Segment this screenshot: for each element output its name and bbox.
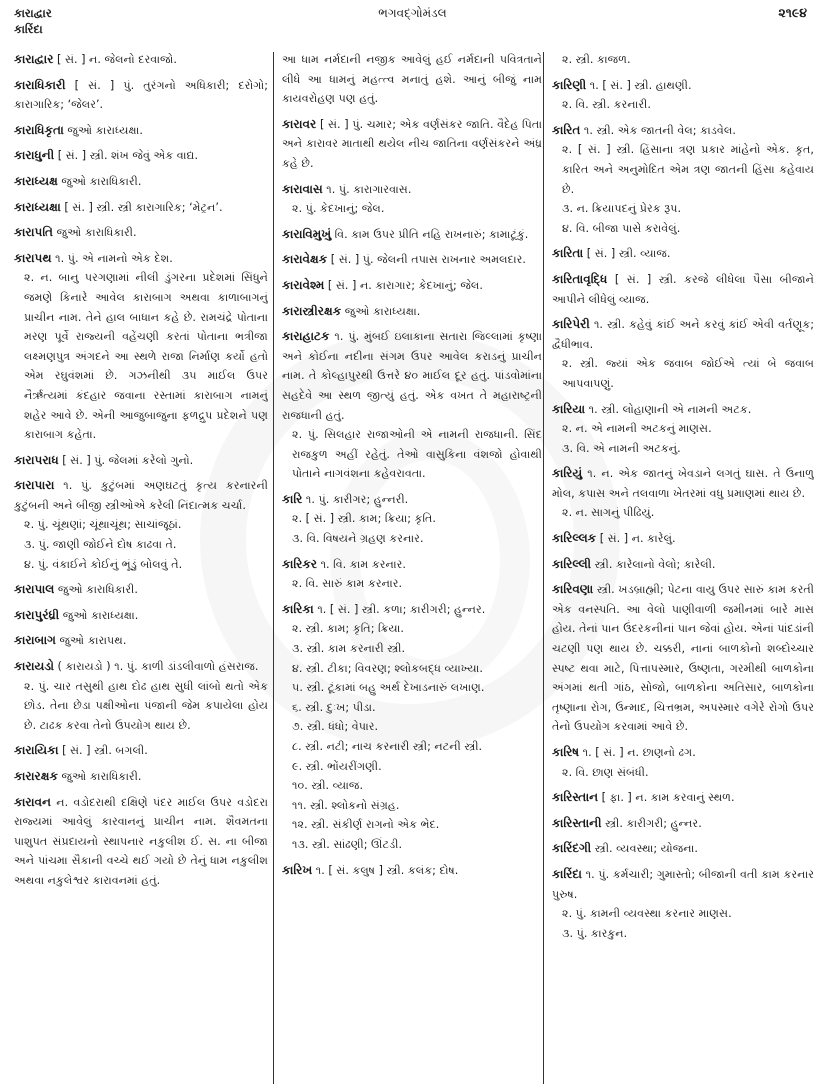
entry-sense: ૪. સ્ત્રી. ટીકા; વિવરણ; શ્લોકબદ્ધ વ્યાખ્યા. [292, 661, 483, 675]
entry-sense: ૪. વિ. બીજા પાસે કરાવેલું. [562, 221, 681, 235]
dictionary-entry [552, 121, 814, 239]
book-title: ભગવદ્ગોમંડલ [378, 6, 447, 20]
definition: ૧. પું. મુંબઈ ઇલાકાના સતારા જિલ્લામાં કૃષ્ણા અને કોઈના નદીના સંગમ ઉપર આવેલ કરાડનું પ્રાચીન નામ. તે કોલ્હાપુરથી ઉત્તરે ૪૦ માઈલ દૂર હતું. પાંડવોમાંના સહદેવે આ સ્થળ જીત્યું હતું. એક વખત તે મહારાષ્ટ્રની રાજધાની હતું. [282, 330, 542, 422]
headword: કારિયા [552, 401, 586, 416]
guide-word-last: કારિંદા [14, 22, 43, 36]
entry-sense: ૨. વિ. સારું કામ કરનાર. [292, 577, 403, 591]
entry-sense: ૨. પું. ચાર તસુથી હાથ દોઢ હાથ સુધી લાંબો થતો એક છોડ. તેના છેડા પક્ષીઓના પંજાની જેમ કપાયેલા હોય છે. ટાઢક કરવા તેનો ઉપયોગ થાય છે. [24, 679, 268, 732]
dictionary-entry [14, 657, 268, 735]
dictionary-entry [14, 793, 268, 891]
entry-sense: ૬. સ્ત્રી. દુઃખ; પીડા. [292, 700, 376, 714]
headword: કારિંદા [552, 866, 582, 881]
headword: કારાધ્યક્ષ [14, 173, 58, 188]
dictionary-entry [14, 606, 268, 626]
definition: [ સં. ] ન. કારેલું. [599, 532, 676, 546]
headword: કારિલ્લી [552, 556, 592, 571]
definition: ૧. પું. કુટુંબમાં અણઘટતું કૃત્ય કરનારની કુટુંબની અને બીજી સ્ત્રીઓએ કરેલી નિંદાત્મક ચર્ચા. [14, 479, 268, 512]
dictionary-entry [552, 315, 814, 393]
entry-sense: ૩. પું. કારકુન. [562, 926, 628, 940]
definition: [ સં. ] પું. ચમાર; એક વર્ણસંકર જાતિ. વૈદેહ પિતા અને કારાવર માતાથી થયેલ નીચ જાતિના વર્ણસંકરને અંધ્ર કહે છે. [282, 117, 542, 170]
dictionary-entry [14, 198, 268, 218]
dictionary-entry [552, 865, 814, 943]
dictionary-entry [282, 302, 542, 322]
entry-continuation [552, 50, 814, 70]
entry-sense: ૩. વિ. એ નામની અટકનું. [562, 441, 681, 455]
headword: કારિસ્તાન [552, 790, 599, 805]
definition: જુઓ કારાધિકારી. [57, 583, 138, 597]
definition: જુઓ કારાધિકારી. [61, 174, 142, 188]
dictionary-entry [552, 788, 814, 808]
entry-sense: ૨. સ્ત્રી. જ્યાં એક જવાબ જોઈએ ત્યાં બે જવાબ આપવાપણું. [562, 357, 814, 390]
entry-sense: ૧૨. સ્ત્રી. સંકીર્ણ રાગનો એક ભેદ. [292, 818, 440, 832]
entry-sense: ૨. [ સં. ] સ્ત્રી. કામ; ક્રિયા; કૃતિ. [292, 512, 436, 526]
dictionary-entry [552, 76, 814, 115]
entry-sense: ૨. ન. એ નામની અટકનું માણસ. [562, 422, 712, 436]
definition: ૧. પું. કર્મચારી; ગુમાસ્તો; બીજાની વતી કામ કરનાર પુરુષ. [552, 867, 814, 901]
definition: [ સં. ] ન. કારાગાર; કેદખાનું; જેલ. [327, 278, 483, 292]
column-1 [14, 50, 268, 1084]
entry-sense: ૨. સ્ત્રી. કામ; કૃતિ; ક્રિયા. [292, 622, 404, 636]
dictionary-entry [14, 146, 268, 166]
dictionary-entry [552, 400, 814, 459]
column-2 [282, 50, 542, 1084]
definition: સ્ત્રી. કારીગરી; હુન્નર. [605, 816, 702, 830]
dictionary-entry [14, 76, 268, 115]
dictionary-entry [552, 814, 814, 834]
dictionary-entry [552, 244, 814, 264]
dictionary-entry [14, 476, 268, 574]
entry-sense: ૮. સ્ત્રી. નટી; નાચ કરનારી સ્ત્રી; નટની સ્ત્રી. [292, 740, 483, 753]
dictionary-entry [282, 276, 542, 296]
entry-sense: ૨. ન. સાગનું પીઢિયું. [562, 506, 655, 520]
dictionary-entry [14, 451, 268, 471]
entry-sense: ૩. પું. જાણી જોઈને દોષ કાઢવા તે. [24, 538, 177, 552]
definition: ૧. [ સં. ] ન. છાણનો ઢગ. [582, 746, 696, 759]
headword: કારિવણા [552, 582, 594, 597]
dictionary-entry [14, 223, 268, 243]
headword: કારિખ [282, 862, 313, 877]
entry-sense: ૪. પું. વંકાઈને કોઈનું ભૂંડું બોલવું તે. [24, 557, 183, 571]
dictionary-entry [552, 529, 814, 549]
entry-sense: ૧૧. સ્ત્રી. શ્લોકનો સંગ્રહ. [292, 798, 400, 812]
entry-sense: ૭. સ્ત્રી. ધંધો; વેપાર. [292, 720, 379, 734]
entry-sense: ૨. ન. બાનુ પરગણામાં નીલી ડુંગરના પ્રદેશમાં સિંધુને જમણે કિનારે આવેલ કારાબાગ અથવા કાળાબાગનું પ્રાચીન નામ. તેને હાલ બાધાન કહે છે. રામચંદ્રે પોતાના મરણ પૂર્વે રાજ્યની વહેંચણી કરતાં પોતાના ભત્રીજા લક્ષ્મણપુત્ર અંગદને આ સ્થળે રાજા નિર્માણ કર્યો હતો એમ રઘુવંશમાં છે. ગઝનીથી ૩૫ માઈલ ઉપર નૈર્ઋત્યમાં કંદહાર જવાના રસ્તામાં કારાબાગ નામનું શહેર આવે છે. એની આજુબાજુના ફળદ્રુપ પ્રદેશને પણ કારાબાગ કહેતા. [24, 271, 268, 442]
dictionary-entry [552, 839, 814, 859]
headword: કારિલ્લક [552, 531, 597, 546]
entry-sense: ૧૦. સ્ત્રી. વ્યાજ. [292, 779, 364, 793]
headword: કારાપારા [14, 478, 55, 493]
definition: ૧. પું. કારીગર; હુન્નરી. [305, 492, 409, 506]
headword: કારિ [282, 491, 303, 506]
headword: કારાવેશ્મ [282, 277, 325, 292]
headword: કારાધુની [14, 148, 55, 163]
definition: [ સં. ] સ્ત્રી. કરજે લીધેલા પૈસા બીજાને આપીને લીધેલું વ્યાજ. [552, 272, 814, 306]
headword: કારાપુરંધ્રી [14, 607, 60, 622]
dictionary-entry [552, 464, 814, 523]
entry-sense: ૯. સ્ત્રી. ભોંયરીંગણી. [292, 759, 382, 773]
page-number: ૨૧૯૪ [778, 5, 807, 20]
dictionary-entry [14, 580, 268, 600]
definition: ( કારાયડો ) ૧. પું. કાળી ડાંડલીવાળો હંસરાજ. [57, 660, 259, 674]
dictionary-entry [282, 250, 542, 270]
dictionary-entry [552, 270, 814, 309]
headword: કારાયિકા [14, 743, 59, 758]
dictionary-columns [14, 50, 814, 1084]
dictionary-entry [282, 225, 542, 245]
definition: [ સં. ] પું. જેલની તપાસ રાખનાર અમલદાર. [330, 253, 526, 267]
headword: કારાવાસ [282, 181, 323, 196]
definition: ૧. [ સં. ] સ્ત્રી. કળા; કારીગરી; હુન્નર. [317, 602, 486, 616]
definition: ન. વડોદરાથી દક્ષિણે પંદર માઈલ ઉપર વડોદરા રાજ્યમાં આવેલું કારવાનનું પ્રાચીન નામ. શૈવમતના પાશુપત સંપ્રદાયનો સ્થાપનાર નકુલીશ ઈ. સ. ના બીજા અને પાંચમા સૈકાની વચ્ચે થઈ ગયો છે તેનું ધામ નકુલીશ અથવા નકુલેશ્વર કારાવનમાં હતું. [14, 795, 268, 887]
entry-sense: ૧૩. સ્ત્રી. સાંઢણી; ઊંટડી. [292, 837, 402, 851]
headword: કારાધિકારી [14, 77, 66, 92]
page-header [0, 0, 825, 48]
entry-sense: ૨. વિ. છાણ સંબંધી. [562, 765, 649, 779]
dictionary-entry [282, 327, 542, 484]
definition: જુઓ કારાધિકારી. [61, 770, 142, 783]
dictionary-entry [14, 50, 268, 70]
definition: ૧. વિ. કામ કરનાર. [320, 557, 406, 571]
headword: કારિસ્તાની [552, 815, 602, 830]
entry-sense: ૩. વિ. વિષયને ગ્રહણ કરનાર. [292, 532, 424, 546]
headword: કારાધિકૃતા [14, 122, 64, 137]
definition: જુઓ કારાધ્યક્ષા. [62, 608, 139, 622]
dictionary-entry [14, 767, 268, 787]
entry-sense: ૨. વિ. સ્ત્રી. કરનારી. [562, 98, 651, 112]
guide-word-first: કારાદ્વાર [14, 6, 52, 20]
headword: કારિતા [552, 246, 584, 261]
dictionary-entry [552, 743, 814, 782]
headword: કારાપરાધ [14, 452, 59, 467]
dictionary-entry [552, 555, 814, 575]
headword: કારારક્ષક [14, 769, 58, 783]
entry-sense: ૩. સ્ત્રી. કામ કરનારી સ્ત્રી. [292, 642, 406, 656]
headword: કારાપથ [14, 250, 52, 265]
definition: ૧. સ્ત્રી. લોહાણાની એ નામની અટક. [588, 402, 752, 416]
definition: [ સં. ] પું. તુરંગનો અધિકારી; દરોગો; કારાગારિક; ‘જેલર’. [14, 78, 268, 112]
dictionary-entry [282, 861, 542, 881]
dictionary-entry [14, 172, 268, 192]
headword: કારિંદગી [552, 841, 592, 856]
entry-sense: ૨. સ્ત્રી. કાજળ. [562, 53, 631, 66]
dictionary-entry [282, 555, 542, 594]
headword: કારાબાગ [14, 633, 56, 648]
headword: કારિયું [552, 466, 583, 481]
headword: કારાહાટક [282, 329, 330, 344]
headword: કારાપાલ [14, 582, 55, 597]
definition: [ સં. ] સ્ત્રી. વ્યાજ. [586, 247, 671, 261]
entry-sense: ૨. પું. સિલહાર રાજાઓની એ નામની રાજધાની. સિંદ રાજકુળ અહીં રહેતું. તેઓ વાસુકિના વંશજો હોવાથી પોતાને નાગવંશના કહેવરાવતા. [292, 428, 542, 481]
entry-sense: ૨. પું. કામની વ્યવસ્થા કરનાર માણસ. [562, 907, 732, 921]
definition: સ્ત્રી. ખડબ્રાહ્મી; પેટના વાયુ ઉપર સારું કામ કરતી એક વનસ્પતિ. આ વેલો પાણીવાળી જમીનમાં બારે માસ હોય. તેનાં પાન ઉંદરકનીનાં પાન જેવાં હોય. એનાં પાંદડાંની ચટણી પણ થાય છે. ચક્કરી, નાનાં બાળકોનો શબ્દોચ્ચાર સ્પષ્ટ થવા માટે, પિત્તાપસ્માર, ઉષ્ણતા, ગરમીથી બાળકોના અંગમાં થતી ગાંઠ, સોજો, બાળકોના અતિસાર, બાળકોના તૃષ્ણાના રોગ, ઉન્માદ, ચિત્તભ્રમ, અપસ્માર વગેરે રોગો ઉપર તેનો ઉપયોગ કરવામાં આવે છે. [552, 583, 814, 734]
dictionary-entry [552, 580, 814, 737]
headword: કારાસ્ત્રીરક્ષક [282, 303, 342, 318]
headword: કારાવર [282, 116, 317, 131]
definition: સ્ત્રી. કારેલાનો વેલો; કારેલી. [594, 557, 716, 571]
definition: જુઓ કારાધ્યક્ષા. [67, 123, 143, 137]
definition: [ સં. ] સ્ત્રી. શંખ જેવું એક વાદ્ય. [57, 149, 198, 163]
definition: [ સં. ] સ્ત્રી. સ્ત્રી કારાગારિક; ‘મેટ્રન’. [64, 200, 223, 214]
headword: કારાવેક્ષક [282, 252, 328, 267]
headword: કારિકર [282, 556, 318, 571]
definition: [ સં. ] ન. જેલનો દરવાજો. [57, 53, 177, 66]
dictionary-entry [14, 631, 268, 651]
entry-sense: ૨. [ સં. ] સ્ત્રી. હિંસાના ત્રણ પ્રકાર માંહેનો એક. કૃત, કારિત અને અનુમોદિત એમ ત્રણ જાતની હિંસા કહેવાય છે. [562, 143, 814, 196]
headword: કારિણી [552, 77, 587, 92]
dictionary-entry [282, 180, 542, 219]
dictionary-entry [282, 490, 542, 549]
definition: સ્ત્રી. વ્યવસ્થા; યોજના. [594, 842, 698, 856]
dictionary-entry [14, 741, 268, 761]
definition: વિ. કામ ઉપર પ્રીતિ નહિ રાખનારું; કામાટૂંકું. [334, 227, 529, 241]
definition: [ સં. ] સ્ત્રી. બગલી. [62, 744, 148, 758]
entry-sense: ૨. પું. ચૂંથણાં; ચૂંથાચૂંથ; સાચાંજૂઠાં. [24, 518, 182, 532]
definition: [ ફા. ] ન. કામ કરવાનું સ્થળ. [601, 791, 735, 805]
headword: કારાદ્વાર [14, 52, 54, 66]
headword: કારિપેરી [552, 317, 590, 332]
headword: કારાયડો [14, 659, 54, 674]
headword: કારાધ્યક્ષા [14, 199, 61, 214]
headword: કારાવિમુખું [282, 226, 332, 241]
definition: ૧. [ સં. કલુષ ] સ્ત્રી. કલંક; દોષ. [315, 863, 459, 877]
headword: કારિકા [282, 601, 314, 616]
entry-sense: ૫. સ્ત્રી. ટૂંકામાં બહુ અર્થ દેખાડનારું લખાણ. [292, 681, 485, 695]
headword: કારિતાવૃદ્ધિ [552, 271, 608, 286]
definition: જુઓ કારાધિકારી. [56, 226, 137, 240]
headword: કારિષ [552, 745, 580, 759]
dictionary-entry [282, 600, 542, 855]
definition: [ સં. ] પું. જેલમાં કરેલો ગુનો. [62, 453, 194, 467]
column-3 [552, 50, 814, 1084]
entry-continuation: આ ધામ નર્મદાની નજીક આવેલું હઈ નર્મદાની પવિત્રતાને લીધે આ ધામનું મહત્ત્વ મનાતું હશે. આનું બીજું નામ કાયવરોહણ પણ હતું. [282, 53, 542, 106]
headword: કારાવન [14, 794, 51, 809]
definition: ૧. પું. એ નામનો એક દેશ. [55, 251, 173, 265]
headword: કારાપતિ [14, 225, 54, 240]
entry-sense: ૩. ન. ક્રિયાપદનું પ્રેરક રૂપ. [562, 202, 682, 216]
dictionary-entry [14, 121, 268, 141]
headword: કારિત [552, 122, 581, 137]
entry-sense: ૨. પું. કેદખાનું; જેલ. [292, 202, 385, 216]
definition: જુઓ કારાપથ. [59, 634, 127, 648]
dictionary-entry [282, 115, 542, 174]
definition: ૧. પું. કારાગારવાસ. [326, 182, 412, 196]
dictionary-entry [14, 249, 268, 445]
definition: ૧. ન. એક જાતનું ખેવડાને લગતું ઘાસ. તે ઉનાળુ મોલ, કપાસ અને તલવાળા ખેતરમાં વધુ પ્રમાણમાં થાય છે. [552, 467, 814, 500]
definition: ૧. સ્ત્રી. એક જાતની વેલ; કાડવેલ. [583, 123, 736, 137]
definition: જુઓ કારાધ્યક્ષા. [344, 304, 421, 318]
definition: ૧. [ સં. ] સ્ત્રી. હાથણી. [589, 78, 692, 92]
definition: ૧. સ્ત્રી. કહેવું કાંઈ અને કરવું કાંઈ એવી વર્તણૂક; દ્વૈધીભાવ. [552, 318, 814, 351]
